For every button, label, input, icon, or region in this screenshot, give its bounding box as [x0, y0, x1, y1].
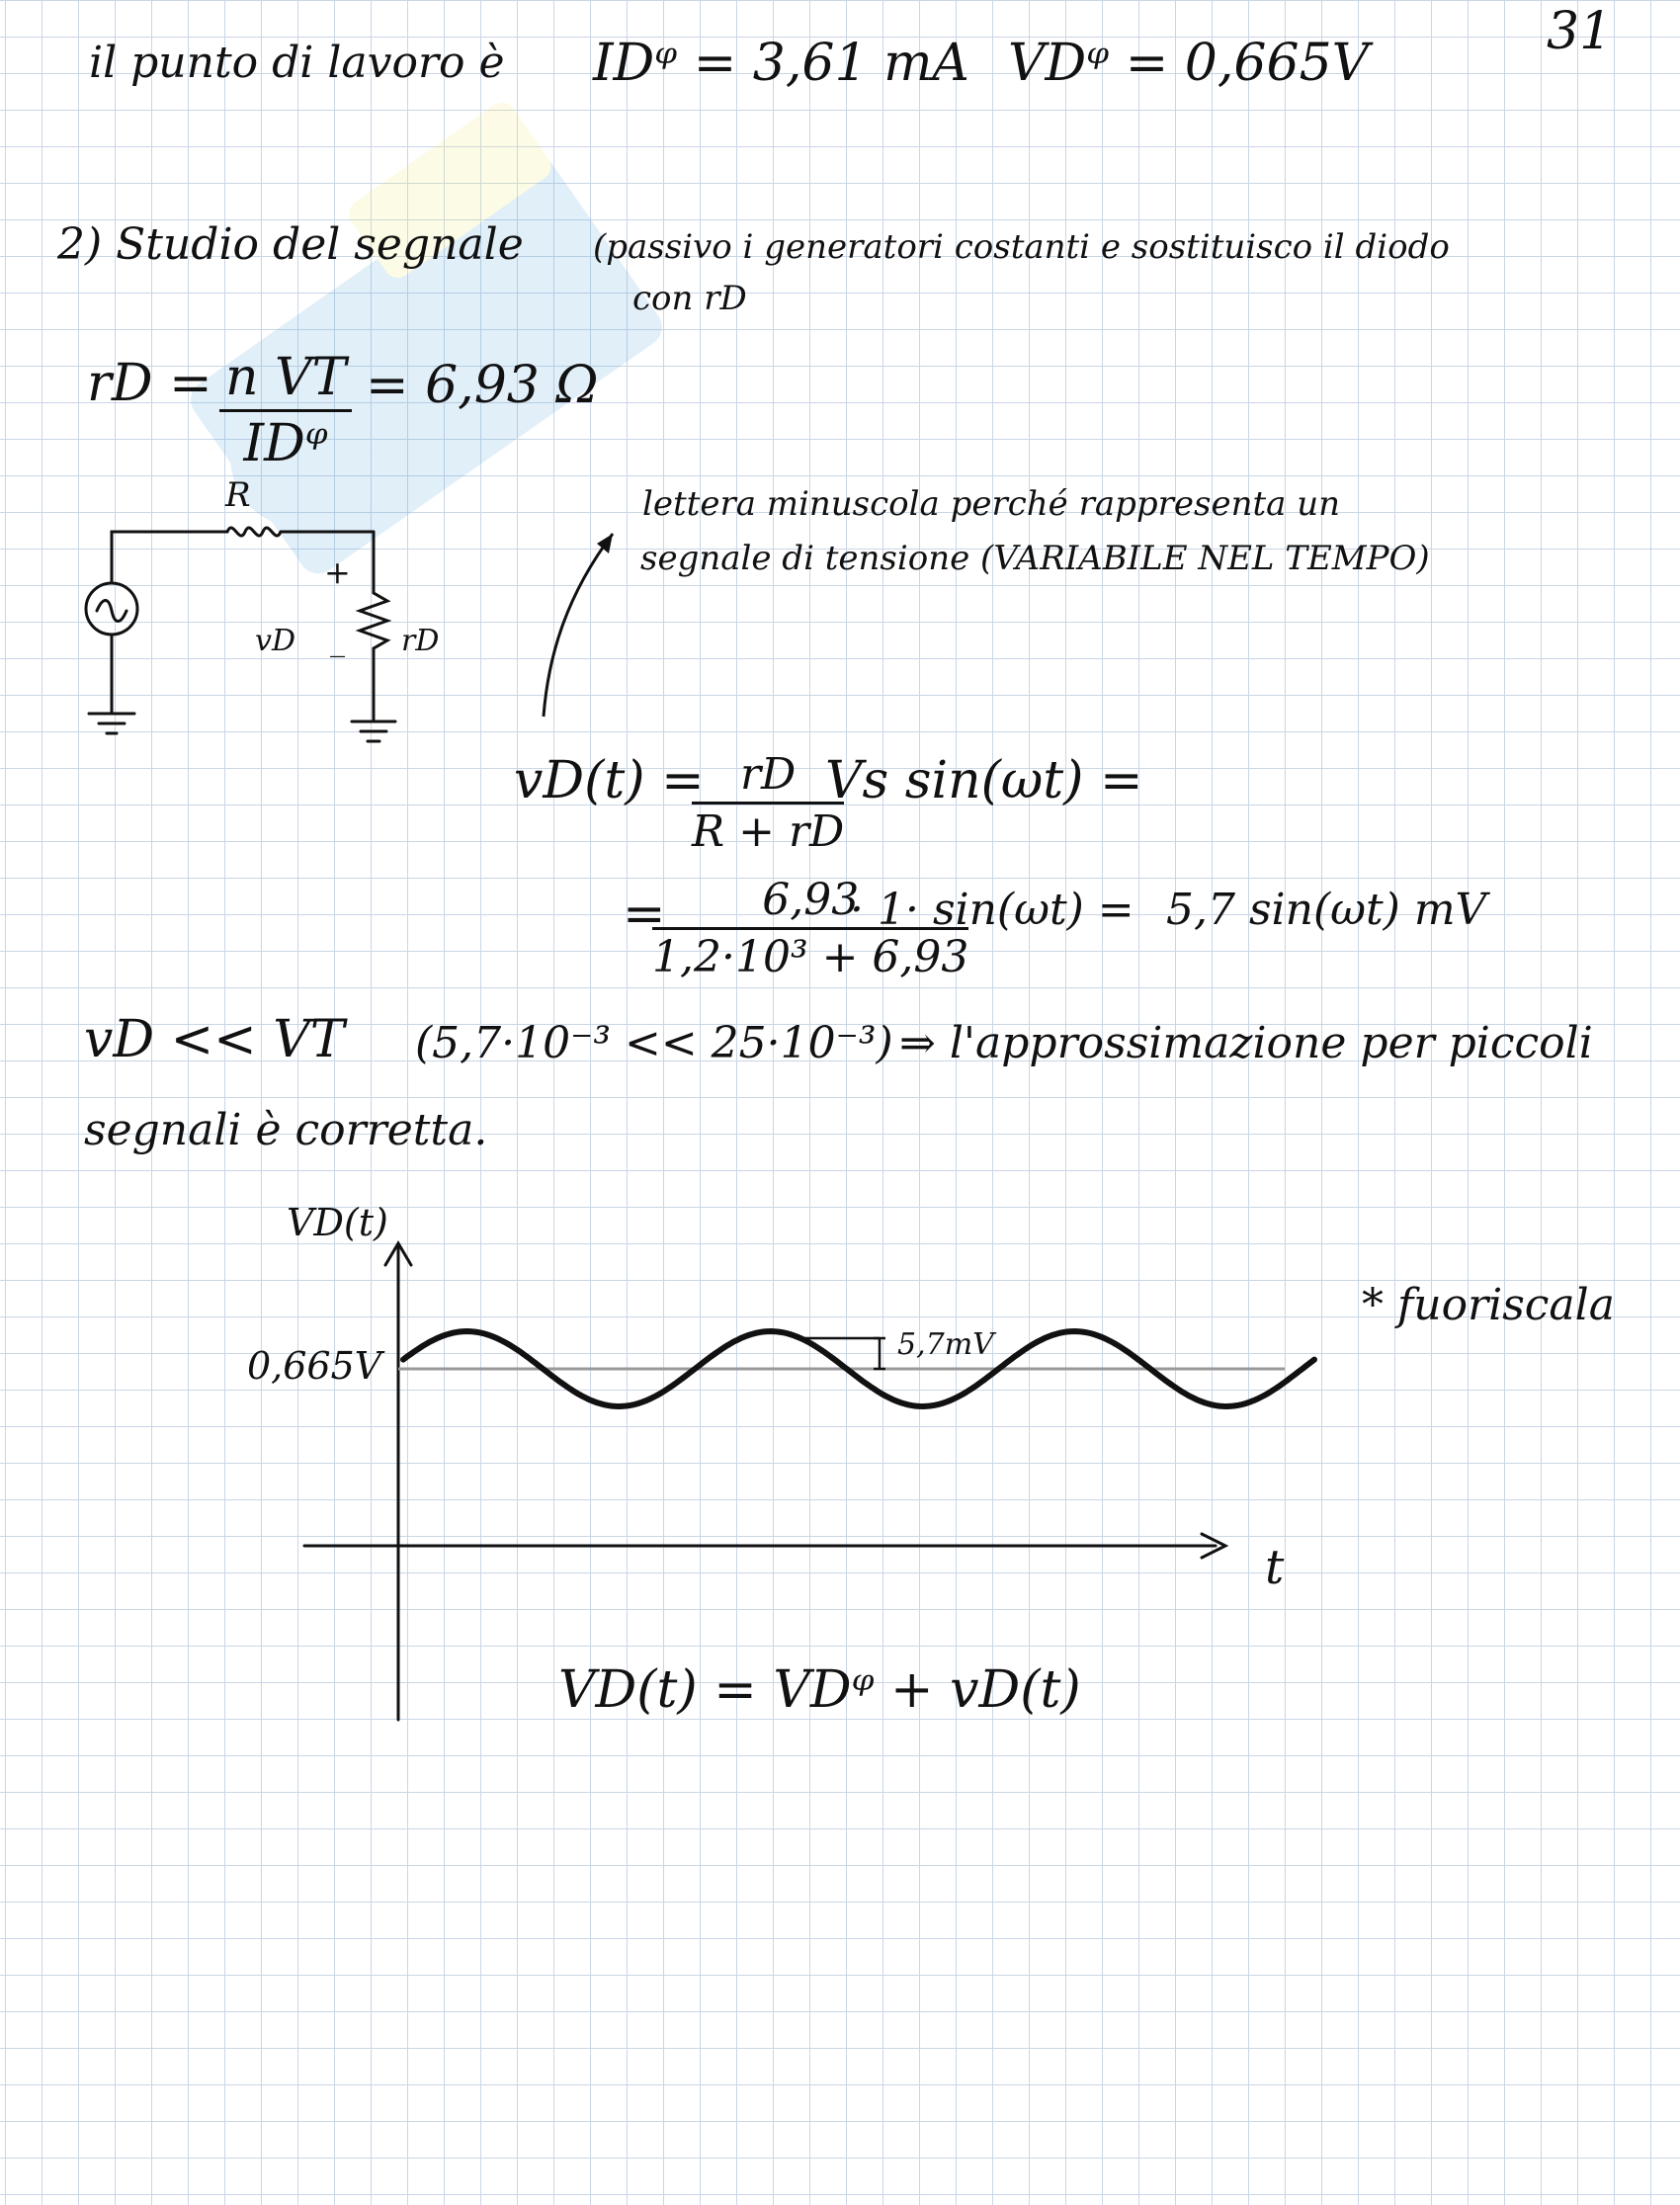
vd-eq2-eq: = [623, 885, 666, 944]
vd-eq1-lhs: vD(t) = [514, 751, 705, 810]
small-signal-circuit [59, 465, 474, 761]
annotation-line2: segnale di tensione (VARIABILE NEL TEMPO) [640, 539, 1430, 578]
circuit-r-label: R [225, 475, 251, 515]
rd-numerator: n VT [219, 348, 352, 412]
operating-point-prefix: il punto di lavoro è [89, 38, 505, 88]
vd-eq2-num: 6,93 [652, 875, 968, 930]
circuit-vd-label: vD [255, 624, 296, 658]
approx-conclusion: ⇒ l'approssimazione per piccoli [899, 1018, 1593, 1068]
vd-eq1-den: R + rD [692, 806, 845, 857]
vd-eq2-den: 1,2·10³ + 6,93 [652, 932, 969, 982]
amplitude-label: 5,7mV [897, 1327, 994, 1362]
total-voltage-formula: VD(t) = VDᵠ + vD(t) [558, 1660, 1081, 1720]
resistor-r-symbol [227, 528, 281, 536]
x-axis-label: t [1265, 1540, 1285, 1595]
vd-eq1-rest: Vs sin(ωt) = [825, 751, 1143, 810]
vd-eq2-result: 5,7 sin(ωt) mV [1166, 885, 1487, 935]
rd-fraction [219, 348, 352, 473]
dc-level-label: 0,665V [247, 1344, 382, 1388]
section-note-line2: con rD [632, 279, 747, 318]
y-axis-label: VD(t) [287, 1201, 388, 1244]
resistor-rd-symbol [360, 593, 387, 648]
page-number: 31 [1547, 2, 1613, 61]
vd-eq1-num: rD [692, 749, 844, 805]
rd-result: = 6,93 Ω [366, 356, 599, 415]
section-title: 2) Studio del segnale [57, 219, 524, 270]
rd-denominator: IDᵠ [243, 414, 328, 473]
approx-line2: segnali è corretta. [84, 1105, 488, 1155]
vd-eq2-rest: · 1· sin(ωt) = [850, 885, 1134, 935]
rd-lhs: rD = [87, 354, 212, 413]
annotation-arrow [514, 514, 632, 731]
circuit-plus: + [324, 553, 351, 591]
circuit-minus: _ [330, 624, 345, 658]
id-q-value: IDᵠ = 3,61 mA [593, 34, 969, 93]
vd-eq1-fraction [692, 749, 844, 857]
approx-vd-vt: vD << VT [84, 1010, 345, 1069]
circuit-rd-label: rD [401, 624, 440, 658]
vd-q-value: VDᵠ = 0,665V [1008, 34, 1370, 93]
annotation-line1: lettera minuscola perché rappresenta un [642, 484, 1341, 524]
section-note-line1: (passivo i generatori costanti e sostituisco il diodo [593, 227, 1450, 267]
out-of-scale-note: * fuoriscala [1362, 1280, 1615, 1330]
approx-values: (5,7·10⁻³ << 25·10⁻³) [415, 1018, 893, 1068]
